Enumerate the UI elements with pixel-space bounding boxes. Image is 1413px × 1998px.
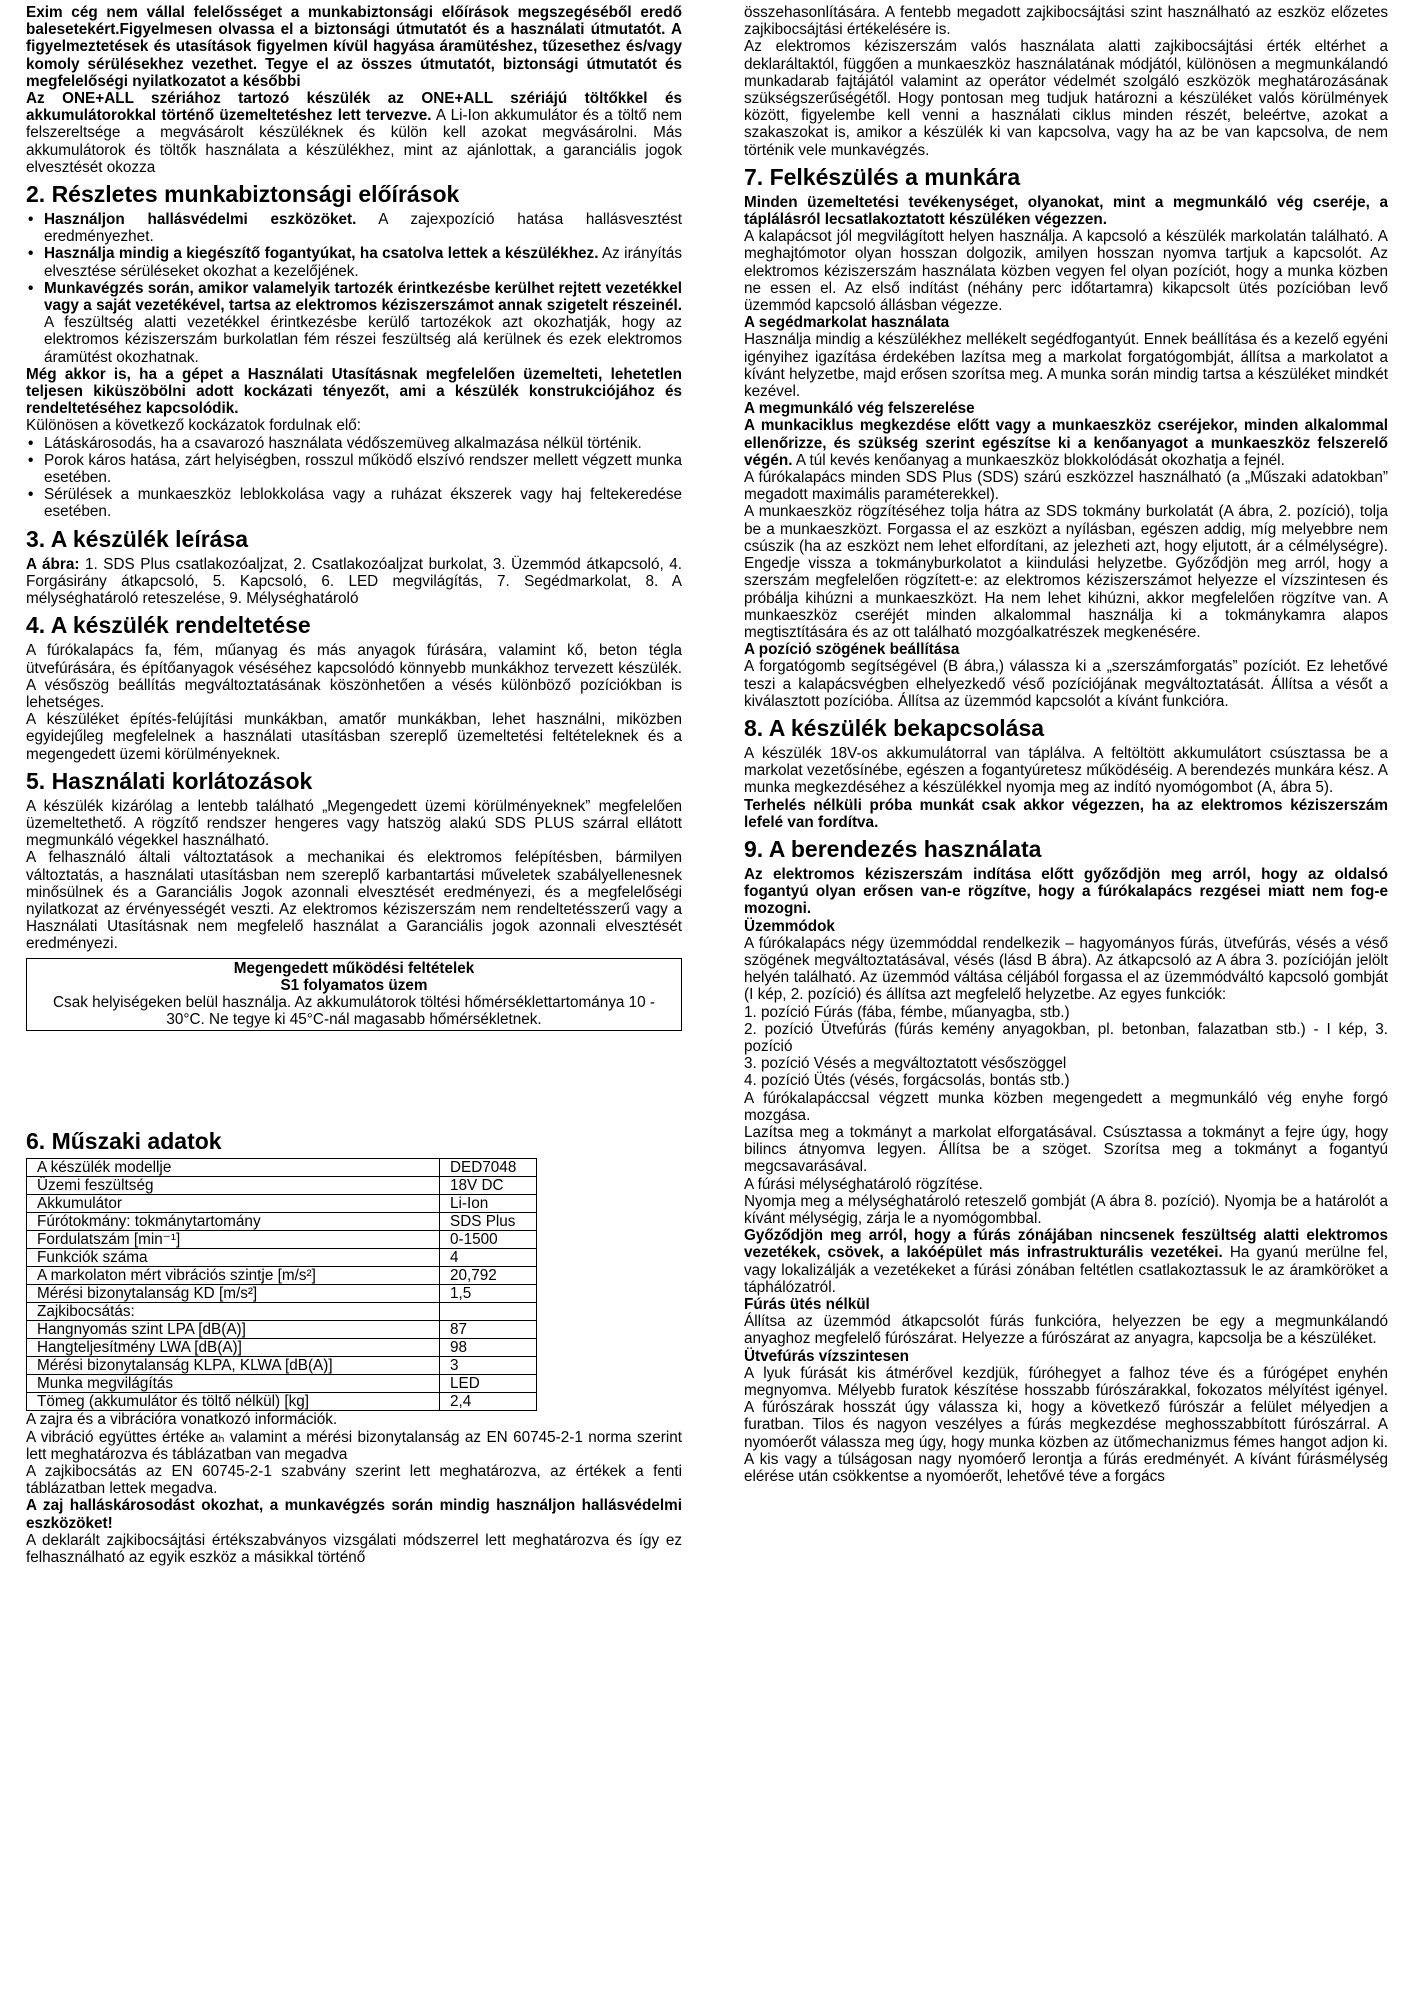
limits-paragraph: A készülék kizárólag a lentebb található „Megengedett üzemi körülményeknek” megfelelően üzemeltethető. A rögzítő rendszer hengeres vagy hatszög alakú SDS PLUS szárral ellátott megmunkáló végekkel használható. bbox=[26, 797, 682, 850]
list-item: • Munkavégzés során, amikor valamelyik tartozék érintkezésbe kerülhet rejtett vezetékkel vagy a saját vezetékével, tartsa az elektromos kéziszerszámot annak szigetelt részeinél. A feszültség alatti vezetékkel érintkezésbe kerülő tartozékok azt okozhatják, hogy az elektromos kéziszerszám burkolatlan fém részei feszültség alá kerülnek és ezek elektromos áramütést okozhatnak. bbox=[26, 280, 682, 366]
section-8-title: 8. A készülék bekapcsolása bbox=[744, 714, 1045, 741]
after-table-text: A zajra és a vibrációra vonatkozó információk. bbox=[26, 1411, 338, 1429]
spec-label: Fordulatszám [min⁻¹] bbox=[27, 1231, 440, 1249]
spec-label: Funkciók száma bbox=[27, 1249, 440, 1267]
spec-value: 18V DC bbox=[440, 1177, 537, 1195]
table-row bbox=[27, 1213, 537, 1231]
use-paragraph: A fúrási mélységhatároló rögzítése. bbox=[744, 1175, 983, 1193]
modes-paragraph: A fúrókalapács négy üzemmóddal rendelkezik – hagyományos fúrás, ütvefúrás, vésés a véső szögének megváltoztatásával, vésés (lásd B ábra). Az átkapcsoló az A ábra 3. pozícióján jelölt helyén található. Az üzemmód váltása céljából forgassa el az üzemmódváltó kapcsoló gombját (I kép, 2. pozíció) és állítsa azt megfelelő helyzetbe. Az egyes funkciók: bbox=[744, 934, 1388, 1004]
after-table-text: A zajkibocsátás az EN 60745-2-1 szabvány szerint lett meghatározva, az értékek a fenti táblázatban lettek megadva. bbox=[26, 1462, 682, 1498]
table-row bbox=[27, 1249, 537, 1267]
table-row bbox=[27, 1375, 537, 1393]
left-column bbox=[26, 4, 682, 1566]
spec-value bbox=[440, 1303, 537, 1321]
aux-handle-heading: A segédmarkolat használata bbox=[744, 314, 950, 332]
angle-paragraph: A forgatógomb segítségével (B ábra,) válassza ki a „szerszámforgatás” pozíciót. Ez lehetővé teszi a kalapácsvégben elhelyezkedő véső pozíciójának megváltoztatását. Állítsa a vésőt a kiválasztott pozícióba. Állítsa az üzemmód kapcsolót a kívánt funkcióra. bbox=[744, 658, 1388, 710]
spec-value: 98 bbox=[440, 1339, 537, 1357]
spec-label: Hangnyomás szint LPA [dB(A)] bbox=[27, 1321, 440, 1339]
use-paragraph: A fúrókalapáccsal végzett munka közben megengedett a megmunkáló vég enyhe forgó mozgása. bbox=[744, 1089, 1388, 1124]
table-row bbox=[27, 1393, 537, 1411]
spec-label: Fúrótokmány: tokmánytartomány bbox=[27, 1213, 440, 1231]
spec-value: 87 bbox=[440, 1321, 537, 1339]
table-row bbox=[27, 1339, 537, 1357]
section-4-title: 4. A készülék rendeltetése bbox=[26, 612, 311, 639]
hammer-drilling-paragraph: A lyuk fúrását kis átmérővel kezdjük, fúróhegyet a falhoz téve és a fúrógépet enyhén megnyomva. Mélyebb furatok készítése hosszabb fúrószárakkal, fokozatos mélyítést igényel. A fúrószárak hosszát úgy válassza ki, hogy a következő fúrószár a felület mélyedjen a furatban. Tilos és nagyon veszélyes a fúrás megkezdése meghosszabbított fúrószárral. A nyomóerőt válassza meg úgy, hogy munka közben az ütőmechanizmus fémes hangot adjon ki. A kis vagy a túlságosan nagy nyomóerő lerontja a fúrás eredményét. A kívánt fúrásmélység elérése után csökkentse a nyomóerőt, lehetővé téve a forgács bbox=[744, 1364, 1389, 1486]
spec-label: A markolaton mért vibrációs szintje [m/s²] bbox=[27, 1267, 440, 1285]
noise-paragraph: Az elektromos kéziszerszám valós használata alatti zajkibocsájtási érték eltérhet a deklaráltaktól, függően a munkaeszköz használatának módjától, különösen a megmunkálandó munkadarab fajtájától valamint az operátor védelmét szolgáló eszközök meghatározásának szükségszerűségétől. Hogy pontosan meg tudjuk határozni a készüléket valós körülmények között, figyelembe kell venni a használati ciklus minden részét, beleértve, azokat a szakaszokat is, amikor a készülék ki van kapcsolva, vagy ha az be van kapcsolva, de nem történik vele munkavégzés. bbox=[744, 38, 1388, 159]
spec-label: Üzemi feszültség bbox=[27, 1177, 440, 1195]
box-text: Csak helyiségeken belül használja. Az akkumulátorok töltési hőmérséklettartománya 10 - 30°C. Ne tegye ki 45°C-nál magasabb hőmérsékletnek. bbox=[53, 993, 655, 1029]
table-row bbox=[27, 1357, 537, 1375]
safety-bullets bbox=[26, 211, 682, 366]
use-warning: Az elektromos kéziszerszám indítása előtt győződjön meg arról, hogy az oldalsó fogantyú olyan erősen van-e rögzítve, hogy a fúrókalapács rezgései miatt nem fog-e mozogni. bbox=[744, 865, 1388, 918]
angle-heading: A pozíció szögének beállítása bbox=[744, 641, 960, 659]
hammer-drilling-heading: Ütvefúrás vízszintesen bbox=[744, 1347, 909, 1365]
noise-paragraph: összehasonlítására. A fentebb megadott zajkibocsájtási szint használható az eszköz előzetes zajkibocsájtási értékelésére is. bbox=[744, 4, 1388, 39]
spec-value: 3 bbox=[440, 1357, 537, 1375]
list-item: • Használja mindig a kiegészítő fogantyúkat, ha csatolva lettek a készülékhez. Az irányítás elvesztése sérüléseket okozhat a kezelőjének. bbox=[26, 245, 682, 279]
risks-intro: Különösen a következő kockázatok fordulnak elő: bbox=[26, 417, 362, 435]
box-title: Megengedett működési feltételek bbox=[233, 959, 475, 977]
spec-label: Akkumulátor bbox=[27, 1195, 440, 1213]
operating-conditions-box bbox=[26, 958, 682, 1032]
mode-item: 4. pozíció Ütés (vésés, forgácsolás, bontás stb.) bbox=[744, 1072, 1070, 1090]
spec-value: DED7048 bbox=[440, 1159, 537, 1177]
use-paragraph: Nyomja meg a mélységhatároló reteszelő gombját (A ábra 8. pozíció). Nyomja be a határolót a kívánt mélységig, zárja le a nyomógombbal. bbox=[744, 1192, 1388, 1227]
tool-lock-paragraph: A munkaeszköz rögzítéséhez tolja hátra az SDS tokmány burkolatát (A ábra, 2. pozíció), tolja be a munkaeszközt. Forgassa el az eszközt a nyílásban, egészen addig, míg melyebbre nem csúszik (ha az eszközt nem lehet elfordítani, az jelezheti azt, hogy eljutott, ár a célmélységre). Engedje vissza a tokmányburkolatot a kiindulási helyzetbe. Győződjön meg arról, hogy a szerszám megfelelően rögzített-e: az elektromos kéziszerszámot helyezze el vízszintesen és próbálja kihúzni a munkaeszközt. Ha nem lehet kihúzni, akkor megfelelően rögzítve van. A munkaeszköz cseréjét minden alkalommal használja ki a tokmánykamra alapos megtisztítására és az ott található mozgóalkatrészek megkenésére. bbox=[744, 503, 1388, 641]
section-2-title: 2. Részletes munkabiztonsági előírások bbox=[26, 181, 460, 208]
spec-label: Hangteljesítmény LWA [dB(A)] bbox=[27, 1339, 440, 1357]
aux-handle-paragraph: Használja mindig a készülékhez mellékelt segédfogantyút. Ennek beállítása és a kezelő egyéni igényihez igazítása érdekében lazítsa meg a markolat forgatógombját, állítsa a markolatot a kívánt helyzetbe, majd erősen szorítsa meg. A munka során mindig tartsa a készüléket mindkét kezével. bbox=[744, 331, 1388, 401]
prep-warning: Minden üzemeltetési tevékenységet, olyanokat, mint a megmunkáló vég cseréje, a táplálásról lecsatlakoztatott készüléken végezzen. bbox=[744, 193, 1388, 229]
modes-heading: Üzemmódok bbox=[744, 917, 835, 935]
device-description: A ábra: 1. SDS Plus csatlakozóaljzat, 2. Csatlakozóaljzat burkolat, 3. Üzemmód átkapcsoló, 4. Forgásirány átkapcsoló, 5. Kapcsoló, 6. LED megvilágítás, 7. Segédmarkolat, 8. A mélységhatároló reteszelése, 9. Mélységhatároló bbox=[26, 555, 683, 608]
wiring-warning: Győződjön meg arról, hogy a fúrás zónájában nincsenek feszültség alatti elektromos vezetékek, csövek, a lakóépület más infrastrukturális vezetékei. Ha gyanú merülne fel, vagy lokalizálják a vezetékeket a fúrási zónában feltétlen csatlakoztassuk le az áramköröket a táphálózatról. bbox=[744, 1227, 1389, 1296]
tool-fit-heading: A megmunkáló vég felszerelése bbox=[744, 400, 975, 418]
spec-label: A készülék modellje bbox=[27, 1159, 440, 1177]
spec-label: Mérési bizonytalanság KLPA, KLWA [dB(A)] bbox=[27, 1357, 440, 1375]
after-table-text: A vibráció együttes értéke aₕ valamint a mérési bizonytalanság az EN 60745-2-1 norma szerint lett meghatározva és táblázatban van megadva bbox=[26, 1428, 682, 1463]
table-row bbox=[27, 1159, 537, 1177]
tech-data-table bbox=[26, 1158, 537, 1411]
mode-item: 3. pozíció Vésés a megváltoztatott vésőszöggel bbox=[744, 1055, 1067, 1073]
mode-item: 1. pozíció Fúrás (fába, fémbe, műanyagba, stb.) bbox=[744, 1003, 1070, 1021]
switch-on-paragraph: A készülék 18V-os akkumulátorral van táplálva. A feltöltött akkumulátort csúsztassa be a markolat vezetősínébe, egészen a fogantyúretesz működéséig. A berendezés munkára kész. A munka megkezdéséhez a készülékkel nyomja meg az indító nyomógombot (A, ábra 5). bbox=[744, 744, 1388, 797]
spec-value: Li-Ion bbox=[440, 1195, 537, 1213]
drilling-heading: Fúrás ütés nélkül bbox=[744, 1296, 870, 1314]
spec-value: SDS Plus bbox=[440, 1213, 537, 1231]
section-7-title: 7. Felkészülés a munkára bbox=[744, 163, 1021, 190]
spec-label: Munka megvilágítás bbox=[27, 1375, 440, 1393]
spec-value: 2,4 bbox=[440, 1393, 537, 1411]
residual-risk-warning: Még akkor is, ha a gépet a Használati Utasításnak megfelelően üzemelteti, lehetetlen teljesen kiküszöbölni adott kockázati tényezőt, ami a készülék konstrukciójához és rendeltetéséhez kapcsolódik. bbox=[26, 365, 682, 418]
section-6-title: 6. Műszaki adatok bbox=[26, 1128, 222, 1155]
section-3-title: 3. A készülék leírása bbox=[26, 525, 249, 552]
spec-label: Mérési bizonytalanság KD [m/s²] bbox=[27, 1285, 440, 1303]
table-row bbox=[27, 1195, 537, 1213]
section-5-title: 5. Használati korlátozások bbox=[26, 767, 313, 794]
intro-text: A Li-Ion akkumulátor és a töltő nem felszereltsége a megvásárolt készüléknek és külön kell azokat megvásárolni. Más akkumulátorok és töltők használata a készülékhez, mint az ajánlottak, a garanciális jogok elvesztését okozza bbox=[26, 107, 682, 176]
intro-paragraph bbox=[26, 4, 682, 176]
list-item: • Porok káros hatása, zárt helyiségben, rosszul működő elszívó rendszer mellett végzett munka esetében. bbox=[26, 452, 682, 486]
mode-item: 2. pozíció Ütvefúrás (fúrás kemény anyagokban, pl. betonban, falazatban stb.) - I kép, 3. pozíció bbox=[744, 1020, 1388, 1055]
use-paragraph: Lazítsa meg a tokmányt a markolat elforgatásával. Csúsztassa a tokmányt a fejre úgy, hogy bilincs átnyomva legyen. Állítsa be a szöget. Szorítsa meg a tokmányt a fogantyú megcsavarásával. bbox=[744, 1123, 1388, 1176]
switch-on-warning: Terhelés nélküli próba munkát csak akkor végezzen, ha az elektromos kéziszerszám lefelé van fordítva. bbox=[744, 796, 1388, 831]
box-subtitle: S1 folyamatos üzem bbox=[280, 976, 428, 994]
table-row bbox=[27, 1267, 537, 1285]
purpose-paragraph: A készüléket építés-felújítási munkákban, amatőr munkákban, lehet használni, miközben egyidejűleg megfelelnek a használati utasításban szereplő üzemeltetési feltételeknek és a megengedett üzemi körülményeknek. bbox=[26, 711, 682, 763]
spec-value: 20,792 bbox=[440, 1267, 537, 1285]
section-9-title: 9. A berendezés használata bbox=[744, 835, 1042, 862]
hearing-warning: A zaj halláskárosodást okozhat, a munkavégzés során mindig használjon hallásvédelmi eszközöket! bbox=[26, 1497, 682, 1532]
table-row bbox=[27, 1177, 537, 1195]
intro-bold-2: Az ONE+ALL szériához tartozó készülék az ONE+ALL szériájú töltőkkel és akkumulátorokkal történő üzemeltetéshez lett tervezve. bbox=[26, 90, 682, 125]
list-item: • Használjon hallásvédelmi eszközöket. A zajexpozíció hatása hallásvesztést eredményezhet. bbox=[26, 211, 682, 245]
limits-paragraph: A felhasználó általi változtatások a mechanikai és elektromos felépítésben, bármilyen változtatás, a használati utasításban nem szereplő karbantartási műveletek szabályellenesnek minősülnek és a Garanciális Jogok azonnali elvesztését eredményezi, és a megfelelőségi nyilatkozat az érvényességét veszti. Az elektromos kéziszerszám nem rendeltetésszerű vagy a Használati Utasításnak nem megfelelő használat a Garanciális jogok azonnali elvesztését eredményezi. bbox=[26, 849, 682, 953]
intro-bold-1: Exim cég nem vállal felelősséget a munkabiztonsági előírások megszegéséből eredő balesetekért.Figyelmesen olvassa el a biztonsági útmutatót és a használati útmutatót. A figyelmeztetések és utasítások figyelmen kívül hagyása áramütéshez, tűzesethez és/vagy komoly sérülésekhez vezethet. Tegye el az összes útmutatót, biztonsági útmutatót és megfelelőségi nyilatkozatot a későbbi bbox=[26, 4, 682, 90]
spec-label: Zajkibocsátás: bbox=[27, 1303, 440, 1321]
spec-label: Tömeg (akkumulátor és töltő nélkül) [kg] bbox=[27, 1393, 440, 1411]
table-row bbox=[27, 1303, 537, 1321]
spec-value: LED bbox=[440, 1375, 537, 1393]
list-item: • Látáskárosodás, ha a csavarozó használata védőszemüveg alkalmazása nélkül történik. bbox=[26, 435, 682, 452]
spec-value: 0-1500 bbox=[440, 1231, 537, 1249]
spec-value: 1,5 bbox=[440, 1285, 537, 1303]
prep-paragraph: A kalapácsot jól megvilágított helyen használja. A kapcsoló a készülék markolatán található. A meghajtómotor olyan hosszan dolgozik, amilyen hosszan nyomva tartjuk a kapcsolót. Az elektromos kéziszerszám használata közben vegyen fel olyan pozíciót, hogy a munka közben ne essen el. Az első indítást (néhány perc időtartamra) kikapcsolt ütés pozícióban levő üzemmód kapcsoló állásban végezze. bbox=[744, 228, 1388, 315]
purpose-paragraph: A fúrókalapács fa, fém, műanyag és más anyagok fúrására, valamint kő, beton tégla ütvefúrására, és építőanyagok véséséhez kapcsolódó könnyebb munkákhoz tervezett készülék. A vésőszög beállítás megváltoztatásának köszönhetően a vésés különböző pozíciókban is lehetséges. bbox=[26, 642, 682, 711]
right-column bbox=[744, 4, 1388, 1485]
sds-paragraph: A fúrókalapács minden SDS Plus (SDS) szárú eszközzel használható (a „Műszaki adatokban” megadott maximális paraméterekkel). bbox=[744, 469, 1388, 504]
table-row bbox=[27, 1321, 537, 1339]
after-table-text: A deklarált zajkibocsájtási értékszabványos vizsgálati módszerrel lett meghatározva és így ez felhasználható az egyik eszköz a másikkal történő bbox=[26, 1531, 682, 1566]
table-row bbox=[27, 1285, 537, 1303]
drilling-paragraph: Állítsa az üzemmód átkapcsolót fúrás funkcióra, helyezzen be egy a megmunkálandó anyaghoz megfelelő fúrószárat. Helyezze a fúrószárat az anyagra, kapcsolja be a készüléket. bbox=[744, 1313, 1388, 1348]
table-row bbox=[27, 1231, 537, 1249]
risks-list bbox=[26, 435, 682, 521]
tool-fit-paragraph: A munkaciklus megkezdése előtt vagy a munkaeszköz cseréjekor, minden alkalommal ellenőrizze, és szükség szerint egészítse ki a kenőanyagot a munkaeszköz felszerelő végén. A túl kevés kenőanyag a munkaeszköz blokkolódását okozhatja a fejnél. bbox=[744, 417, 1388, 469]
list-item: • Sérülések a munkaeszköz leblokkolása vagy a ruházat ékszerek vagy haj feltekeredése esetében. bbox=[26, 486, 682, 520]
spec-value: 4 bbox=[440, 1249, 537, 1267]
